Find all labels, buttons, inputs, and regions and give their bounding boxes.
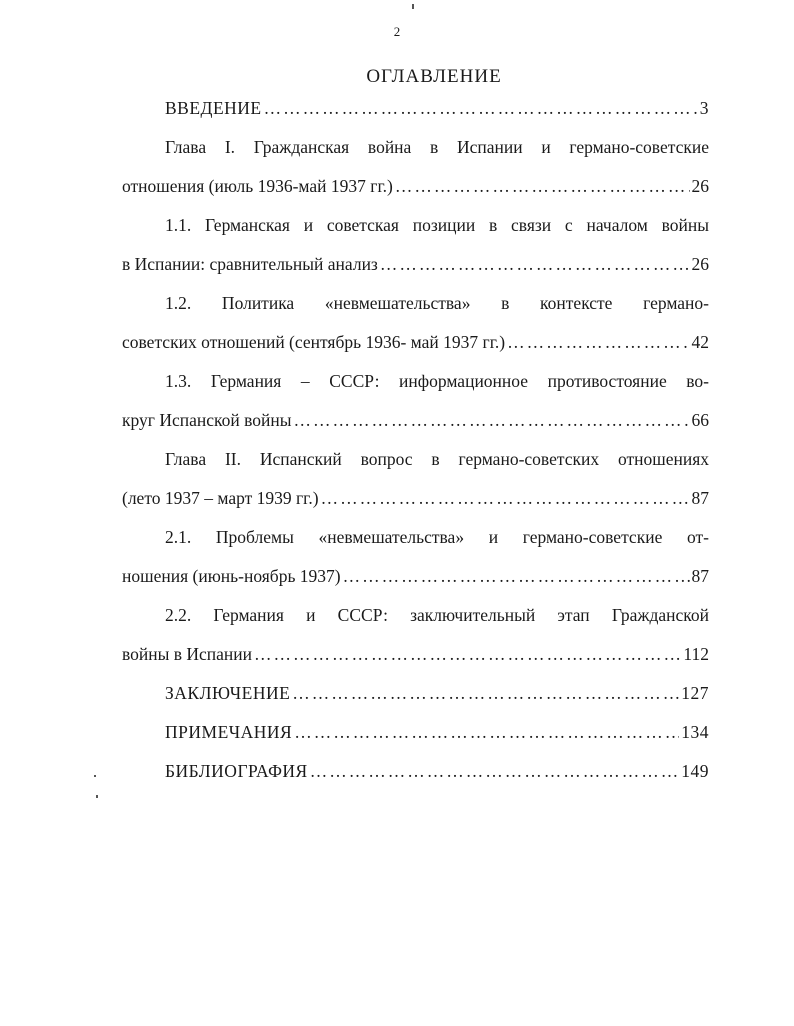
toc-entry-page: 87 <box>691 566 709 586</box>
toc-entry-section-2-1-line2[interactable] <box>122 564 709 588</box>
toc-entry-text: Глава II. Испанский вопрос в германо-советских отношениях <box>165 449 709 469</box>
toc-entry-text: Глава I. Гражданская война в Испании и германо-советские <box>165 137 709 157</box>
toc-entry-label: советских отношений (сентябрь 1936- май 1937 гг.) <box>122 332 506 352</box>
toc-entry-page: 127 <box>681 683 709 703</box>
toc-entry-label: БИБЛИОГРАФИЯ <box>165 761 308 781</box>
scan-speck <box>412 4 414 9</box>
toc-entry-text: 2.2. Германия и СССР: заключительный этап Гражданской <box>165 605 709 625</box>
scan-speck <box>94 775 96 777</box>
toc-leader-dots <box>507 330 689 354</box>
toc-entry-label: ВВЕДЕНИЕ <box>165 98 262 118</box>
toc-entry-label: ПРИМЕЧАНИЯ <box>165 722 293 742</box>
toc-leader-dots <box>380 252 690 276</box>
toc-entry-section-1-2-line2[interactable] <box>122 330 709 354</box>
toc-entry-label: войны в Испании <box>122 644 253 664</box>
toc-entry-page: 26 <box>691 176 709 196</box>
toc-leader-dots <box>310 759 680 783</box>
toc-entry-label: ЗАКЛЮЧЕНИЕ <box>165 683 291 703</box>
toc-entry-label: (лето 1937 – март 1939 гг.) <box>122 488 319 508</box>
toc-entry-text: 1.3. Германия – СССР: информационное противостояние во- <box>165 371 709 391</box>
toc-entry-page: 26 <box>691 254 709 274</box>
toc-entry-conclusion[interactable] <box>122 681 709 705</box>
toc-leader-dots <box>292 681 679 705</box>
toc-entry-notes[interactable] <box>122 720 709 744</box>
toc-leader-dots <box>321 486 690 510</box>
toc-entry-text: 1.2. Политика «невмешательства» в контексте германо- <box>165 293 709 313</box>
page-number: 2 <box>393 24 401 39</box>
toc-leader-dots <box>293 408 689 432</box>
toc-entry-section-2-2-line1[interactable] <box>122 603 709 627</box>
toc-entry-page: 3 <box>699 98 709 118</box>
toc-entry-chapter-1-line2[interactable] <box>122 174 709 198</box>
toc-entry-section-1-3-line1[interactable] <box>122 369 709 393</box>
toc-leader-dots <box>395 174 690 198</box>
scan-speck <box>96 795 98 798</box>
toc-entry-page: 149 <box>681 761 709 781</box>
toc-entry-section-1-3-line2[interactable] <box>122 408 709 432</box>
toc-leader-dots <box>254 642 681 666</box>
toc-entry-page: 66 <box>691 410 709 430</box>
toc-leader-dots <box>294 720 679 744</box>
toc-entry-section-2-1-line1[interactable] <box>122 525 709 549</box>
toc-entry-section-1-1-line2[interactable] <box>122 252 709 276</box>
toc-entry-label: круг Испанской войны <box>122 410 292 430</box>
toc-entry-chapter-1-line1[interactable] <box>122 135 709 159</box>
toc-entry-page: 134 <box>681 722 709 742</box>
toc-entry-text: 1.1. Германская и советская позиции в связи с началом войны <box>165 215 709 235</box>
toc-entry-label: в Испании: сравнительный анализ <box>122 254 378 274</box>
toc-entry-page: 42 <box>691 332 709 352</box>
toc-entry-page: 112 <box>683 644 709 664</box>
toc-leader-dots <box>264 96 698 120</box>
toc-entry-section-1-1-line1[interactable] <box>122 213 709 237</box>
toc-entry-section-1-2-line1[interactable] <box>122 291 709 315</box>
toc-entry-label: ношения (июнь-ноябрь 1937) <box>122 566 341 586</box>
toc-entry-bibliography[interactable] <box>122 759 709 783</box>
toc-entry-intro[interactable] <box>122 96 709 120</box>
toc-entry-chapter-2-line2[interactable] <box>122 486 709 510</box>
toc-entry-page: 87 <box>691 488 709 508</box>
toc-entry-label: отношения (июль 1936-май 1937 гг.) <box>122 176 393 196</box>
page-title: ОГЛАВЛЕНИЕ <box>366 66 502 87</box>
toc-entry-section-2-2-line2[interactable] <box>122 642 709 666</box>
toc-entry-text: 2.1. Проблемы «невмешательства» и германо-советские от- <box>165 527 709 547</box>
toc-entry-chapter-2-line1[interactable] <box>122 447 709 471</box>
toc-leader-dots <box>343 564 690 588</box>
